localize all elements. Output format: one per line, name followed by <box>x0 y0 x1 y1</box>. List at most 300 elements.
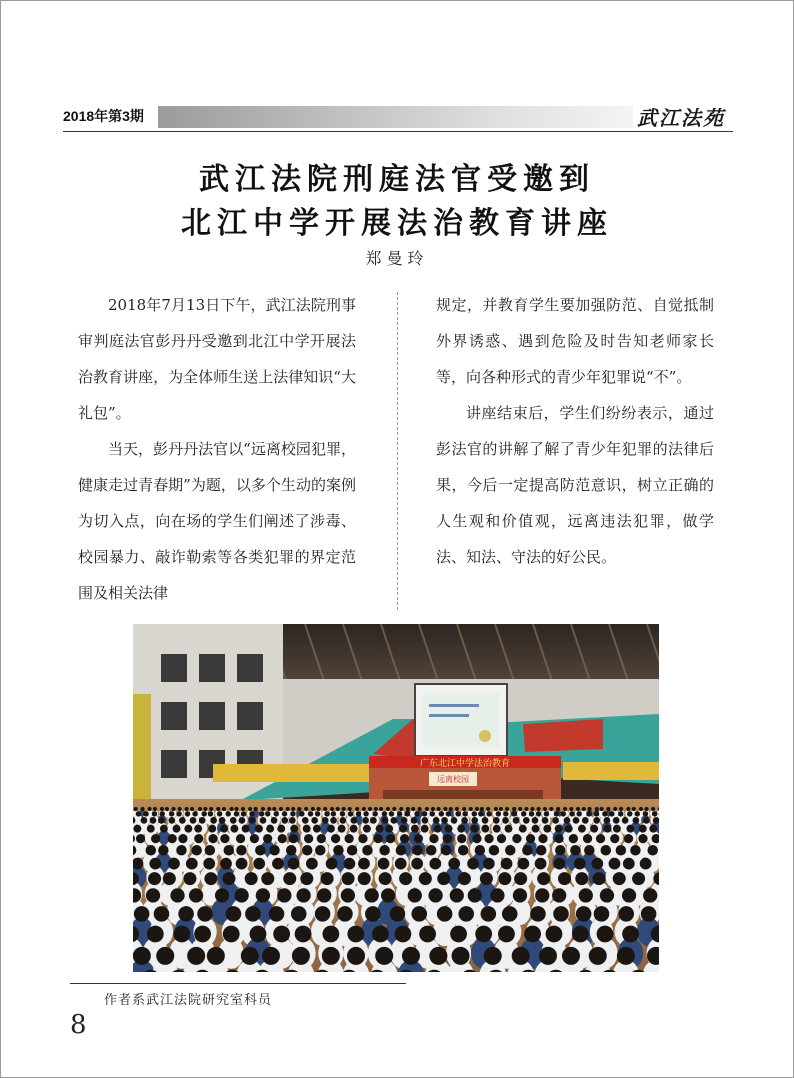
student-head <box>429 834 438 843</box>
paragraph-continuation: 规定，并教育学生要加强防范、自觉抵制外界诱惑、遇到危险及时告知老师家长等，向各种形式的青少年犯罪说“不”。 <box>436 296 714 386</box>
student-head <box>146 845 157 856</box>
student-head <box>641 906 657 922</box>
student-head <box>274 811 279 816</box>
building-window <box>161 702 187 730</box>
student-head <box>308 811 313 816</box>
header-gradient-bar <box>158 106 633 128</box>
student-head <box>134 807 138 811</box>
student-head <box>519 825 527 833</box>
student-head <box>158 845 169 856</box>
student-head <box>223 926 240 943</box>
student-head <box>322 817 329 824</box>
student-head <box>617 947 635 965</box>
student-head <box>498 926 515 943</box>
student-head <box>431 807 435 811</box>
student-head <box>197 906 213 922</box>
student-head <box>134 906 150 922</box>
student-head <box>365 888 379 902</box>
student-head <box>302 817 309 824</box>
student-head <box>639 807 643 811</box>
student-head <box>457 825 465 833</box>
student-head <box>627 811 632 816</box>
student-head <box>406 807 410 811</box>
student-head <box>512 807 516 811</box>
student-head <box>254 807 258 811</box>
stand-left-yellow <box>213 764 383 782</box>
student-head <box>419 926 436 943</box>
student-head <box>475 845 486 856</box>
student-head <box>198 807 202 811</box>
student-head <box>288 858 300 870</box>
student-head <box>517 858 529 870</box>
student-head <box>184 825 192 833</box>
student-head <box>536 845 547 856</box>
footnote-rule <box>70 983 406 984</box>
student-head <box>618 906 634 922</box>
student-head <box>448 858 460 870</box>
student-head <box>362 817 369 824</box>
student-head <box>535 888 549 902</box>
student-head <box>327 825 335 833</box>
student-head <box>493 825 501 833</box>
student-head <box>418 807 422 811</box>
student-head <box>304 807 308 811</box>
student-head <box>399 872 412 885</box>
student-head <box>400 834 409 843</box>
student-head <box>490 888 504 902</box>
issue-label: 2018年第3期 <box>63 108 144 124</box>
student-head <box>498 872 511 885</box>
student-head <box>622 817 629 824</box>
student-head <box>149 858 161 870</box>
student-head <box>159 811 164 816</box>
student-head <box>255 845 266 856</box>
student-head <box>635 811 640 816</box>
student-head <box>399 807 403 811</box>
student-head <box>273 926 290 943</box>
column-divider <box>397 292 398 610</box>
student-head <box>245 906 261 922</box>
student-head <box>386 834 395 843</box>
student-head <box>358 834 367 843</box>
student-head <box>583 834 592 843</box>
student-head <box>530 807 534 811</box>
student-head <box>163 872 176 885</box>
body-column-left <box>78 287 356 611</box>
slide-text-line <box>429 714 469 717</box>
student-head <box>272 807 276 811</box>
student-head <box>386 807 390 811</box>
student-head <box>561 811 566 816</box>
student-head <box>576 906 592 922</box>
student-head <box>469 807 473 811</box>
student-head <box>215 888 229 902</box>
student-head <box>643 817 650 824</box>
student-head <box>569 834 578 843</box>
student-head <box>411 817 418 824</box>
student-head <box>253 858 265 870</box>
student-head <box>168 834 177 843</box>
student-head <box>321 872 334 885</box>
student-head <box>199 817 206 824</box>
student-head <box>600 888 614 902</box>
building-window <box>237 654 263 682</box>
student-head <box>468 888 482 902</box>
student-head <box>306 858 318 870</box>
student-head <box>379 845 390 856</box>
student-head <box>542 817 549 824</box>
student-head <box>536 811 541 816</box>
student-head <box>425 807 429 811</box>
student-head <box>385 825 393 833</box>
student-head <box>584 845 595 856</box>
student-head <box>351 817 358 824</box>
student-head <box>633 817 640 824</box>
student-head <box>278 834 287 843</box>
student-head <box>379 807 383 811</box>
student-head <box>441 845 452 856</box>
student-head <box>256 888 270 902</box>
student-head <box>153 807 157 811</box>
student-head <box>152 811 157 816</box>
student-head <box>341 888 355 902</box>
student-head <box>372 926 389 943</box>
student-head <box>133 825 141 833</box>
student-head <box>304 834 313 843</box>
student-head <box>624 834 633 843</box>
student-head <box>582 807 586 811</box>
student-head <box>421 825 429 833</box>
student-head <box>514 872 527 885</box>
student-head <box>414 811 419 816</box>
student-head <box>532 825 540 833</box>
student-head <box>450 888 464 902</box>
student-head <box>323 807 327 811</box>
student-head <box>217 811 222 816</box>
student-head <box>303 825 311 833</box>
student-head <box>317 888 331 902</box>
student-head <box>475 807 479 811</box>
student-head <box>512 947 530 965</box>
student-head <box>290 825 298 833</box>
student-head <box>452 947 470 965</box>
student-head <box>481 825 489 833</box>
student-head <box>457 834 466 843</box>
student-head <box>499 807 503 811</box>
student-head <box>522 845 533 856</box>
student-head <box>644 807 648 811</box>
student-head <box>262 947 280 965</box>
student-head <box>613 825 621 833</box>
student-head <box>203 807 207 811</box>
student-head <box>589 947 607 965</box>
student-head <box>178 807 182 811</box>
student-head <box>190 807 194 811</box>
student-head <box>289 817 296 824</box>
student-head <box>345 834 354 843</box>
student-head <box>289 834 298 843</box>
student-head <box>428 888 442 902</box>
student-head <box>652 811 657 816</box>
student-head <box>356 811 361 816</box>
paragraph: 讲座结束后，学生们纷纷表示，通过彭法官的讲解了解了青少年犯罪的法律后果，今后一定提高防范意识，树立正确的人生观和价值观，远离违法犯罪，做学法、知法、守法的好公民。 <box>436 404 714 566</box>
student-head <box>552 817 559 824</box>
running-header <box>63 104 733 130</box>
student-head <box>347 926 364 943</box>
student-head <box>604 817 611 824</box>
student-head <box>295 926 312 943</box>
student-head <box>151 834 160 843</box>
student-head <box>340 817 347 824</box>
student-head <box>236 834 245 843</box>
student-head <box>544 811 549 816</box>
student-head <box>484 834 493 843</box>
student-head <box>249 811 254 816</box>
student-head <box>216 807 220 811</box>
student-head <box>299 811 304 816</box>
student-head <box>292 947 310 965</box>
student-head <box>593 872 606 885</box>
student-head <box>358 872 371 885</box>
student-head <box>260 817 267 824</box>
student-head <box>300 872 313 885</box>
student-head <box>291 906 307 922</box>
student-head <box>471 817 478 824</box>
student-head <box>234 811 239 816</box>
student-head <box>379 872 392 885</box>
student-head <box>482 817 489 824</box>
student-head <box>224 845 235 856</box>
student-head <box>185 811 190 816</box>
student-head <box>208 834 217 843</box>
student-head <box>363 811 368 816</box>
student-head <box>390 817 397 824</box>
student-head <box>632 872 645 885</box>
student-head <box>343 858 355 870</box>
student-head <box>350 825 358 833</box>
student-head <box>626 807 630 811</box>
student-head <box>186 858 198 870</box>
student-head <box>523 817 530 824</box>
student-head <box>600 807 604 811</box>
student-head <box>565 825 573 833</box>
student-head <box>609 858 621 870</box>
student-head <box>358 858 370 870</box>
student-head <box>255 825 263 833</box>
student-head <box>286 845 297 856</box>
student-head <box>472 811 477 816</box>
student-head <box>590 825 598 833</box>
student-head <box>324 811 329 816</box>
student-head <box>220 834 229 843</box>
student-head <box>261 872 274 885</box>
stand-right-yellow <box>563 762 659 780</box>
student-head <box>311 817 318 824</box>
student-head <box>501 858 513 870</box>
student-head <box>610 834 619 843</box>
student-head <box>241 947 259 965</box>
student-head <box>564 817 571 824</box>
student-head <box>189 888 203 902</box>
student-head <box>569 811 574 816</box>
student-head <box>222 807 226 811</box>
student-head <box>291 807 295 811</box>
student-head <box>179 817 186 824</box>
student-head <box>419 872 432 885</box>
student-head <box>194 834 203 843</box>
student-head <box>382 811 387 816</box>
student-head <box>183 872 196 885</box>
building-window <box>161 654 187 682</box>
student-head <box>297 807 301 811</box>
student-head <box>554 858 566 870</box>
yellow-banner-left <box>133 694 151 804</box>
student-head <box>618 811 623 816</box>
student-head <box>622 888 636 902</box>
student-head <box>239 817 246 824</box>
student-head <box>651 807 655 811</box>
student-head <box>505 845 515 856</box>
student-head <box>241 807 245 811</box>
student-head <box>602 811 607 816</box>
student-head <box>632 807 636 811</box>
student-head <box>259 811 264 816</box>
student-head <box>342 872 355 885</box>
student-head <box>363 825 371 833</box>
student-head <box>395 926 412 943</box>
student-head <box>148 872 161 885</box>
student-head <box>192 811 197 816</box>
student-head <box>451 817 458 824</box>
student-head <box>279 807 283 811</box>
student-head <box>399 825 407 833</box>
student-head <box>480 807 484 811</box>
student-head <box>478 811 483 816</box>
student-head <box>210 817 217 824</box>
student-head <box>630 845 641 856</box>
student-head <box>348 811 353 816</box>
student-head <box>471 825 479 833</box>
student-head <box>322 926 339 943</box>
student-head <box>538 834 547 843</box>
student-head <box>234 807 238 811</box>
student-head <box>543 825 551 833</box>
student-head <box>242 825 250 833</box>
student-head <box>480 872 493 885</box>
student-head <box>539 947 557 965</box>
student-head <box>165 807 169 811</box>
student-head <box>362 807 366 811</box>
paragraph: 2018年7月13日下午，武江法院刑事审判庭法官彭丹丹受邀到北江中学开展法治教育讲座，为全体师生送上法律知识“大礼包”。 <box>78 296 356 422</box>
student-head <box>178 906 194 922</box>
student-head <box>524 807 528 811</box>
student-head <box>493 817 500 824</box>
student-head <box>404 811 409 816</box>
student-head <box>505 807 509 811</box>
student-head <box>450 926 467 943</box>
student-head <box>434 825 442 833</box>
student-head <box>208 811 213 816</box>
student-head <box>401 817 408 824</box>
student-head <box>315 906 331 922</box>
student-head <box>330 817 337 824</box>
student-head <box>622 926 639 943</box>
student-head <box>526 834 535 843</box>
student-head <box>513 888 527 902</box>
student-head <box>147 807 151 811</box>
student-head <box>136 834 145 843</box>
student-head <box>606 807 610 811</box>
student-head <box>591 858 603 870</box>
student-head <box>609 811 614 816</box>
student-head <box>230 825 238 833</box>
student-head <box>220 858 232 870</box>
student-head <box>365 906 381 922</box>
student-head <box>340 811 345 816</box>
building-window <box>161 750 187 778</box>
student-head <box>458 906 474 922</box>
student-head <box>333 845 344 856</box>
title-line-1: 武江法院刑庭法官受邀到 <box>199 162 595 197</box>
student-head <box>168 858 180 870</box>
student-head <box>315 811 320 816</box>
student-head <box>616 845 627 856</box>
student-head <box>639 825 647 833</box>
student-head <box>397 811 402 816</box>
article-title <box>80 158 714 246</box>
student-head <box>556 807 560 811</box>
header-rule <box>63 131 733 132</box>
student-head <box>494 807 498 811</box>
student-head <box>429 858 441 870</box>
student-head <box>511 811 516 816</box>
student-head <box>518 807 522 811</box>
student-head <box>173 926 190 943</box>
student-head <box>326 858 338 870</box>
student-head <box>187 947 205 965</box>
student-head <box>315 845 326 856</box>
student-head <box>408 888 422 902</box>
student-head <box>613 807 617 811</box>
student-head <box>441 817 448 824</box>
student-head <box>472 834 481 843</box>
student-head <box>558 872 571 885</box>
student-head <box>362 845 373 856</box>
student-head <box>250 834 259 843</box>
student-head <box>554 834 563 843</box>
student-head <box>156 947 174 965</box>
student-head <box>483 858 495 870</box>
student-head <box>374 807 378 811</box>
student-head <box>486 811 491 816</box>
student-head <box>524 926 541 943</box>
student-head <box>378 858 390 870</box>
student-head <box>613 872 626 885</box>
student-head <box>282 811 287 816</box>
student-head <box>204 872 217 885</box>
student-head <box>170 888 184 902</box>
student-head <box>236 845 247 856</box>
student-head <box>570 845 581 856</box>
student-head <box>496 811 501 816</box>
student-head <box>286 807 290 811</box>
journal-brand: 武江法苑 <box>637 106 725 130</box>
gymnasium-scene <box>133 624 659 972</box>
student-head <box>269 845 280 856</box>
student-head <box>576 807 580 811</box>
student-head <box>178 834 187 843</box>
student-head <box>158 817 165 824</box>
